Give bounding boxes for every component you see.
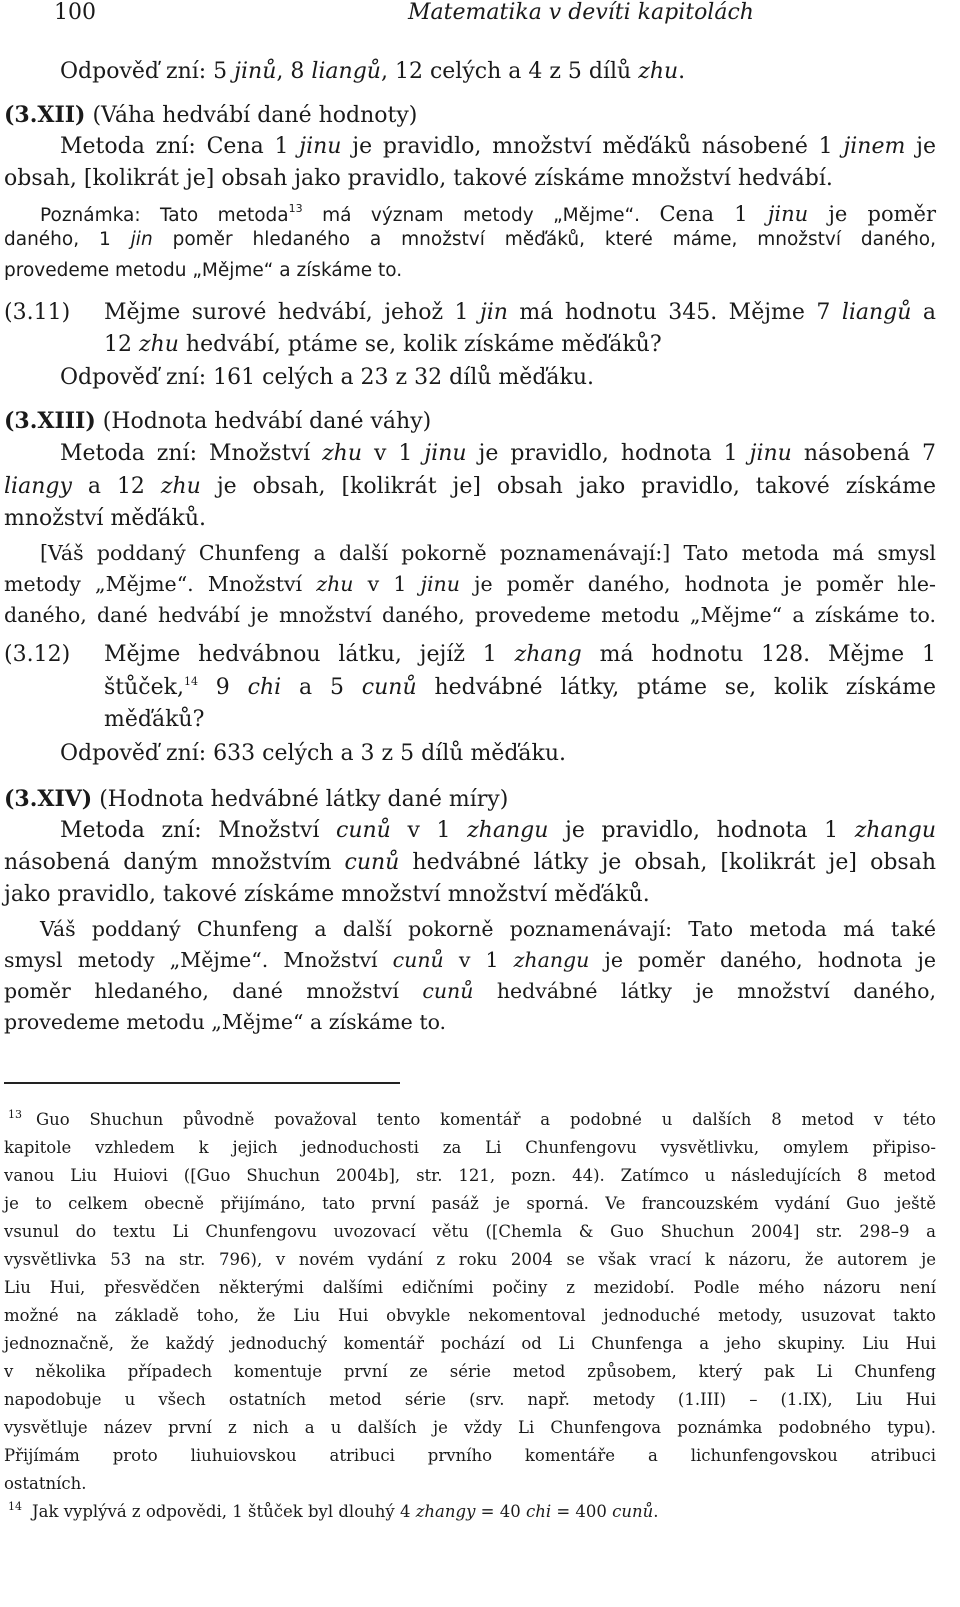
problem-3-12-line3: měďáků? xyxy=(104,707,205,732)
method-3xiv-line2: násobená daným množstvím cunů hedvábné látky je obsah, [kolikrát je] obsah xyxy=(4,850,936,875)
method-3xii-line1: Metoda zní: Cena 1 jinu je pravidlo, množství měďáků násobené 1 jinem je xyxy=(60,134,936,159)
footnote-separator xyxy=(4,1082,400,1084)
problem-3-12-answer: Odpověď zní: 633 celých a 3 z 5 dílů měďáku. xyxy=(60,741,567,766)
footnote-14-mark: 14 xyxy=(8,1500,22,1513)
commentary-3xiv-line4: provedeme metodu „Mějme“ a získáme to. xyxy=(4,1010,447,1034)
answer-line-1: Odpověď zní: 5 jinů, 8 liangů, 12 celých a 4 z 5 dílů zhu. xyxy=(60,59,686,84)
running-title: Matematika v devíti kapitolách xyxy=(408,0,754,25)
footnote-13-line: vysvětlivka 53 na str. 796), v novém vydání z roku 2004 se však vrací k názoru, že autorem je xyxy=(4,1250,936,1269)
footnote-13-line: kapitole vzhledem k jejich jednoduchosti za Li Chunfengovu vysvětlivku, omylem připiso- xyxy=(4,1138,936,1157)
footnote-13-line: Guo Shuchun původně považoval tento komentář a podobné u dalších 8 metod v této xyxy=(36,1110,936,1129)
commentary-3xiii-line1: [Váš poddaný Chunfeng a další pokorně poznamenávají:] Tato metoda má smysl xyxy=(40,541,936,565)
method-3xii-line2: obsah, [kolikrát je] obsah jako pravidlo, takové získáme množství hedvábí. xyxy=(4,166,833,191)
footnote-13-line: možné na základě toho, že Liu Hui obvykle nekomentoval jednoduché metody, usuzovat takto xyxy=(4,1306,936,1325)
method-3xiii-line3: množství měďáků. xyxy=(4,506,207,531)
note-3xii-line3: provedeme metodu „Mějme“ a získáme to. xyxy=(4,260,403,281)
problem-3-11-line1: Mějme surové hedvábí, jehož 1 jin má hodnotu 345. Mějme 7 liangů a xyxy=(104,300,937,325)
problem-3-11-line2: 12 zhu hedvábí, ptáme se, kolik získáme měďáků? xyxy=(104,332,662,357)
footnote-13-line: vanou Liu Huiovi ([Guo Shuchun 2004b], str. 121, pozn. 44). Zatímco u následujících 8 metod xyxy=(4,1166,936,1185)
section-heading-3xiv: (3.XIV) (Hodnota hedvábné látky dané míry) xyxy=(4,786,509,812)
note-3xii-line1: Poznámka: Tato metoda$^{13}$ má význam metody „Mějme“. Cena 1 jinu je poměr xyxy=(40,202,936,226)
method-3xiv-line3: jako pravidlo, takové získáme množství množství měďáků. xyxy=(4,882,650,907)
footnote-13-mark: 13 xyxy=(8,1108,22,1121)
footnote-13-line: je to celkem obecně přijímáno, tato první pasáž je sporná. Ve francouzském vydání Guo ještě xyxy=(4,1194,936,1213)
problem-3-11-answer: Odpověď zní: 161 celých a 23 z 32 dílů měďáku. xyxy=(60,365,595,390)
footnote-14-text: Jak vyplývá z odpovědi, 1 štůček byl dlouhý 4 zhangy = 40 chi = 400 cunů. xyxy=(32,1502,659,1521)
method-3xiii-line2: liangy a 12 zhu je obsah, [kolikrát je] obsah jako pravidlo, takové získáme xyxy=(4,474,936,499)
problem-3-12-line2: štůček,$^{14}$ 9 chi a 5 cunů hedvábné látky, ptáme se, kolik získáme xyxy=(104,675,936,700)
commentary-3xiii-line2: metody „Mějme“. Množství zhu v 1 jinu je poměr daného, hodnota je poměr hle- xyxy=(4,572,936,596)
section-heading-3xiii: (3.XIII) (Hodnota hedvábí dané váhy) xyxy=(4,408,432,434)
note-3xii-line2: daného, 1 jin poměr hledaného a množství měďáků, které máme, množství daného, xyxy=(4,229,936,250)
commentary-3xiii-line3: daného, dané hedvábí je množství daného, provedeme metodu „Mějme“ a získáme to. xyxy=(4,603,936,627)
method-3xiv-line1: Metoda zní: Množství cunů v 1 zhangu je pravidlo, hodnota 1 zhangu xyxy=(60,818,936,843)
footnote-ref-13[interactable]: 13 xyxy=(288,202,303,215)
footnote-13-line: v několika případech komentuje první ze série metod způsobem, který pak Li Chunfeng xyxy=(4,1362,936,1381)
page-number: 100 xyxy=(54,0,96,25)
footnote-13-line: Liu Hui, přesvědčen některými dalšími edičními počiny z mezidobí. Podle mého názoru není xyxy=(4,1278,936,1297)
problem-label-3-11: (3.11) xyxy=(4,300,71,325)
problem-label-3-12: (3.12) xyxy=(4,642,71,667)
footnote-13-line: vsunul do textu Li Chunfengovu uvozovací větu ([Chemla & Guo Shuchun 2004] str. 298–9 a xyxy=(4,1222,936,1241)
footnote-13-line: vysvětluje název první z nich a u dalších je vždy Li Chunfengova poznámka podobného typu). xyxy=(4,1418,936,1437)
commentary-3xiv-line2: smysl metody „Mějme“. Množství cunů v 1 zhangu je poměr daného, hodnota je xyxy=(4,948,936,972)
footnote-13-line: jednoznačně, že každý jednoduchý komentář pochází od Li Chunfenga a jeho skupiny. Liu Hui xyxy=(4,1334,936,1353)
footnote-13-line: ostatních. xyxy=(4,1474,87,1493)
footnote-ref-14[interactable]: 14 xyxy=(183,675,198,688)
footnote-13-line: Přijímám proto liuhuiovskou atribuci prvního komentáře a lichunfengovskou atribuci xyxy=(4,1446,936,1465)
section-heading-3xii: (3.XII) (Váha hedvábí dané hodnoty) xyxy=(4,102,418,128)
commentary-3xiv-line3: poměr hledaného, dané množství cunů hedvábné látky je množství daného, xyxy=(4,979,936,1003)
method-3xiii-line1: Metoda zní: Množství zhu v 1 jinu je pravidlo, hodnota 1 jinu násobená 7 xyxy=(60,441,937,466)
commentary-3xiv-line1: Váš poddaný Chunfeng a další pokorně poznamenávají: Tato metoda má také xyxy=(40,917,936,941)
footnote-13-line: napodobuje u všech ostatních metod série (srv. např. metody (1.III) – (1.IX), Liu Hui xyxy=(4,1390,936,1409)
problem-3-12-line1: Mějme hedvábnou látku, jejíž 1 zhang má hodnotu 128. Mějme 1 xyxy=(104,642,937,667)
